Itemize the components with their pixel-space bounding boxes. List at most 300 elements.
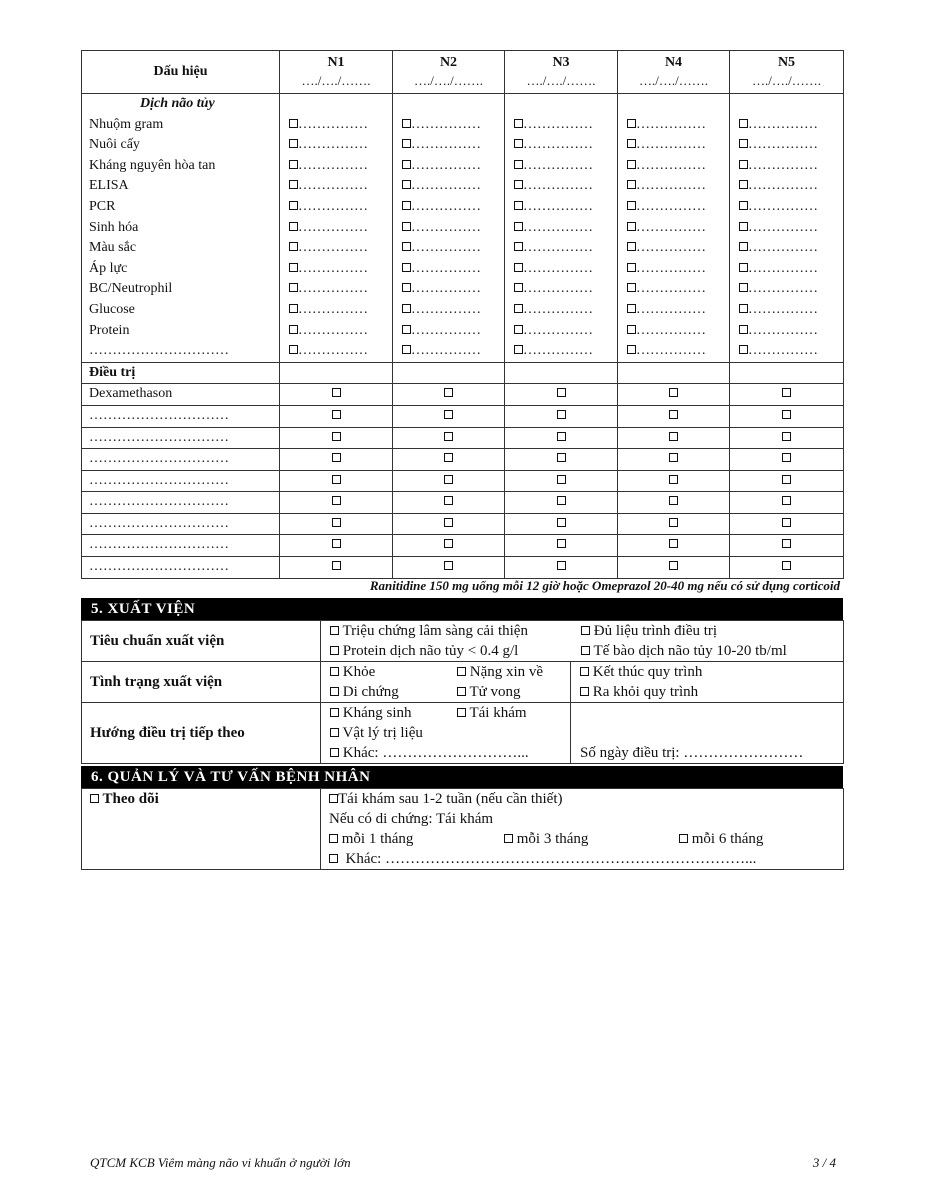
status-option[interactable]: Khỏe <box>330 662 457 682</box>
checkbox-icon[interactable] <box>627 201 636 210</box>
checkbox-icon[interactable] <box>402 345 411 354</box>
result-blank[interactable]: …………… <box>636 240 706 256</box>
checkbox-icon[interactable] <box>457 708 466 717</box>
checkbox-icon[interactable] <box>329 834 338 843</box>
checkbox-icon[interactable] <box>402 263 411 272</box>
result-cell[interactable] <box>618 341 730 362</box>
checkbox-icon[interactable] <box>289 325 298 334</box>
treatment-cell[interactable] <box>393 492 505 514</box>
result-blank[interactable]: …………… <box>298 343 368 359</box>
checkbox-icon[interactable] <box>332 453 341 462</box>
checkbox-icon[interactable] <box>514 180 523 189</box>
result-cell[interactable] <box>618 238 730 259</box>
checkbox-icon[interactable] <box>514 304 523 313</box>
checkbox-icon[interactable] <box>330 626 339 635</box>
checkbox-icon[interactable] <box>669 410 678 419</box>
result-cell[interactable] <box>280 259 393 280</box>
treatment-cell[interactable] <box>393 513 505 535</box>
result-cell[interactable] <box>618 156 730 177</box>
treatment-row-label[interactable]: ………………………… <box>82 557 280 579</box>
result-cell[interactable] <box>280 238 393 259</box>
criteria-option[interactable]: Protein dịch não tủy < 0.4 g/l <box>330 641 581 661</box>
checkbox-icon[interactable] <box>402 160 411 169</box>
result-blank[interactable]: …………… <box>298 219 368 235</box>
result-cell[interactable] <box>505 341 618 362</box>
checkbox-icon[interactable] <box>557 410 566 419</box>
checkbox-icon[interactable] <box>402 180 411 189</box>
treatment-cell[interactable] <box>393 405 505 427</box>
checkbox-icon[interactable] <box>627 345 636 354</box>
checkbox-icon[interactable] <box>669 518 678 527</box>
result-cell[interactable] <box>505 218 618 239</box>
checkbox-icon[interactable] <box>444 453 453 462</box>
checkbox-icon[interactable] <box>289 242 298 251</box>
result-blank[interactable]: …………… <box>748 219 818 235</box>
treatment-cell[interactable] <box>505 470 618 492</box>
result-cell[interactable] <box>730 341 844 362</box>
checkbox-icon[interactable] <box>514 119 523 128</box>
result-cell[interactable] <box>280 321 393 342</box>
treatment-row-label[interactable]: ………………………… <box>82 449 280 471</box>
status-option[interactable]: Ra khỏi quy trình <box>580 682 843 702</box>
result-cell[interactable] <box>393 279 505 300</box>
result-cell[interactable] <box>280 156 393 177</box>
result-blank[interactable]: …………… <box>523 157 593 173</box>
checkbox-icon[interactable] <box>514 325 523 334</box>
checkbox-icon[interactable] <box>444 561 453 570</box>
checkbox-icon[interactable] <box>402 283 411 292</box>
result-cell[interactable] <box>393 115 505 136</box>
checkbox-icon[interactable] <box>457 667 466 676</box>
treatment-cell[interactable] <box>618 384 730 406</box>
result-cell[interactable] <box>280 279 393 300</box>
result-cell[interactable] <box>730 279 844 300</box>
checkbox-icon[interactable] <box>557 496 566 505</box>
checkbox-icon[interactable] <box>669 388 678 397</box>
result-cell[interactable] <box>505 238 618 259</box>
result-blank[interactable]: …………… <box>411 198 481 214</box>
result-blank[interactable]: …………… <box>636 198 706 214</box>
checkbox-icon[interactable] <box>627 180 636 189</box>
result-cell[interactable] <box>618 218 730 239</box>
checkbox-icon[interactable] <box>782 496 791 505</box>
checkbox-icon[interactable] <box>514 201 523 210</box>
checkbox-icon[interactable] <box>739 283 748 292</box>
treatment-cell[interactable] <box>505 449 618 471</box>
result-blank[interactable]: …………… <box>298 178 368 194</box>
checkbox-icon[interactable] <box>289 304 298 313</box>
checkbox-icon[interactable] <box>627 263 636 272</box>
result-cell[interactable] <box>505 115 618 136</box>
result-blank[interactable]: …………… <box>411 240 481 256</box>
status-option[interactable]: Di chứng <box>330 682 457 702</box>
checkbox-icon[interactable] <box>402 222 411 231</box>
result-cell[interactable] <box>505 135 618 156</box>
checkbox-icon[interactable] <box>444 475 453 484</box>
next-option[interactable]: Vật lý trị liệu <box>330 723 570 743</box>
result-cell[interactable] <box>505 279 618 300</box>
checkbox-icon[interactable] <box>739 139 748 148</box>
result-cell[interactable] <box>393 300 505 321</box>
treatment-cell[interactable] <box>730 427 844 449</box>
checkbox-icon[interactable] <box>782 539 791 548</box>
treatment-cell[interactable] <box>618 449 730 471</box>
result-cell[interactable] <box>730 115 844 136</box>
checkbox-icon[interactable] <box>627 139 636 148</box>
criteria-option[interactable]: Đủ liệu trình điều trị <box>581 621 717 641</box>
checkbox-icon[interactable] <box>782 453 791 462</box>
checkbox-icon[interactable] <box>782 518 791 527</box>
checkbox-icon[interactable] <box>289 201 298 210</box>
checkbox-icon[interactable] <box>504 834 513 843</box>
result-cell[interactable] <box>280 176 393 197</box>
checkbox-icon[interactable] <box>332 496 341 505</box>
checkbox-icon[interactable] <box>557 432 566 441</box>
treatment-cell[interactable] <box>280 449 393 471</box>
interval-option[interactable]: mỗi 1 tháng <box>329 829 504 849</box>
result-cell[interactable] <box>730 321 844 342</box>
treatment-cell[interactable] <box>618 427 730 449</box>
result-blank[interactable]: …………… <box>748 281 818 297</box>
next-option[interactable]: Khác: ………………………... <box>330 743 570 763</box>
status-option[interactable]: Nặng xin về <box>457 662 543 682</box>
result-blank[interactable]: …………… <box>298 116 368 132</box>
result-blank[interactable]: …………… <box>748 116 818 132</box>
checkbox-icon[interactable] <box>669 453 678 462</box>
treatment-cell[interactable] <box>505 557 618 579</box>
checkbox-icon[interactable] <box>289 180 298 189</box>
checkbox-icon[interactable] <box>402 325 411 334</box>
treatment-cell[interactable] <box>730 384 844 406</box>
checkbox-icon[interactable] <box>402 242 411 251</box>
result-cell[interactable] <box>393 238 505 259</box>
result-blank[interactable]: …………… <box>523 219 593 235</box>
checkbox-icon[interactable] <box>627 325 636 334</box>
checkbox-icon[interactable] <box>627 119 636 128</box>
checkbox-icon[interactable] <box>514 345 523 354</box>
checkbox-icon[interactable] <box>289 345 298 354</box>
result-blank[interactable]: …………… <box>636 137 706 153</box>
result-blank[interactable]: …………… <box>636 343 706 359</box>
treatment-cell[interactable] <box>505 492 618 514</box>
checkbox-icon[interactable] <box>402 304 411 313</box>
checkbox-icon[interactable] <box>332 561 341 570</box>
result-cell[interactable] <box>280 115 393 136</box>
treatment-cell[interactable] <box>730 535 844 557</box>
result-cell[interactable] <box>730 176 844 197</box>
treatment-cell[interactable] <box>618 535 730 557</box>
treatment-cell[interactable] <box>280 470 393 492</box>
treatment-cell[interactable] <box>618 557 730 579</box>
treatment-cell[interactable] <box>618 492 730 514</box>
interval-option[interactable]: mỗi 6 tháng <box>679 829 763 849</box>
checkbox-icon[interactable] <box>627 242 636 251</box>
checkbox-icon[interactable] <box>289 263 298 272</box>
result-cell[interactable] <box>505 300 618 321</box>
checkbox-icon[interactable] <box>90 794 99 803</box>
result-blank[interactable]: …………… <box>411 281 481 297</box>
checkbox-icon[interactable] <box>332 518 341 527</box>
checkbox-icon[interactable] <box>557 539 566 548</box>
treatment-cell[interactable] <box>618 513 730 535</box>
checkbox-icon[interactable] <box>289 222 298 231</box>
result-cell[interactable] <box>393 218 505 239</box>
checkbox-icon[interactable] <box>514 242 523 251</box>
status-option[interactable]: Tử vong <box>457 682 521 702</box>
date-blank[interactable]: …./…./……. <box>639 73 708 88</box>
result-cell[interactable] <box>393 197 505 218</box>
result-blank[interactable]: …………… <box>748 157 818 173</box>
treatment-cell[interactable] <box>280 557 393 579</box>
checkbox-icon[interactable] <box>782 561 791 570</box>
checkbox-icon[interactable] <box>580 687 589 696</box>
checkbox-icon[interactable] <box>444 539 453 548</box>
result-cell[interactable] <box>393 341 505 362</box>
result-blank[interactable]: …………… <box>748 322 818 338</box>
result-blank[interactable]: …………… <box>411 137 481 153</box>
criteria-option[interactable]: Tế bào dịch não tủy 10-20 tb/ml <box>581 641 787 661</box>
checkbox-icon[interactable] <box>402 139 411 148</box>
result-cell[interactable] <box>393 135 505 156</box>
result-blank[interactable]: …………… <box>523 281 593 297</box>
result-cell[interactable] <box>730 156 844 177</box>
checkbox-icon[interactable] <box>289 283 298 292</box>
checkbox-icon[interactable] <box>444 388 453 397</box>
result-blank[interactable]: …………… <box>523 240 593 256</box>
result-blank[interactable]: …………… <box>411 157 481 173</box>
treatment-row-label[interactable]: ………………………… <box>82 470 280 492</box>
date-blank[interactable]: …./…./……. <box>301 73 371 88</box>
treatment-cell[interactable] <box>280 513 393 535</box>
result-cell[interactable] <box>505 156 618 177</box>
result-blank[interactable]: …………… <box>748 137 818 153</box>
treatment-cell[interactable] <box>280 384 393 406</box>
result-blank[interactable]: …………… <box>411 301 481 317</box>
result-cell[interactable] <box>730 238 844 259</box>
checkbox-icon[interactable] <box>332 388 341 397</box>
result-blank[interactable]: …………… <box>411 260 481 276</box>
checkbox-icon[interactable] <box>289 119 298 128</box>
treatment-cell[interactable] <box>730 470 844 492</box>
result-blank[interactable]: …………… <box>523 343 593 359</box>
treatment-cell[interactable] <box>730 405 844 427</box>
result-cell[interactable] <box>505 321 618 342</box>
result-cell[interactable] <box>505 259 618 280</box>
result-blank[interactable]: …………… <box>748 343 818 359</box>
checkbox-icon[interactable] <box>782 410 791 419</box>
checkbox-icon[interactable] <box>580 667 589 676</box>
treatment-cell[interactable] <box>393 449 505 471</box>
checkbox-icon[interactable] <box>739 304 748 313</box>
treatment-cell[interactable] <box>393 384 505 406</box>
result-blank[interactable]: …………… <box>523 260 593 276</box>
checkbox-icon[interactable] <box>332 410 341 419</box>
checkbox-icon[interactable] <box>739 263 748 272</box>
checkbox-icon[interactable] <box>332 475 341 484</box>
result-blank[interactable]: …………… <box>636 116 706 132</box>
checkbox-icon[interactable] <box>739 119 748 128</box>
treatment-cell[interactable] <box>730 492 844 514</box>
checkbox-icon[interactable] <box>557 453 566 462</box>
checkbox-icon[interactable] <box>289 160 298 169</box>
checkbox-icon[interactable] <box>329 854 338 863</box>
follow-option[interactable] <box>82 789 321 870</box>
treatment-row-label[interactable]: ………………………… <box>82 405 280 427</box>
result-blank[interactable]: …………… <box>636 157 706 173</box>
checkbox-icon[interactable] <box>739 242 748 251</box>
result-cell[interactable] <box>505 176 618 197</box>
checkbox-icon[interactable] <box>289 139 298 148</box>
result-cell[interactable] <box>730 259 844 280</box>
treatment-cell[interactable] <box>280 427 393 449</box>
treatment-cell[interactable] <box>618 470 730 492</box>
result-cell[interactable] <box>730 218 844 239</box>
result-blank[interactable]: …………… <box>748 240 818 256</box>
date-blank[interactable]: …./…./……. <box>752 73 821 88</box>
checkbox-icon[interactable] <box>679 834 688 843</box>
checkbox-icon[interactable] <box>581 646 590 655</box>
result-blank[interactable]: …………… <box>636 178 706 194</box>
result-blank[interactable]: …………… <box>523 322 593 338</box>
checkbox-icon[interactable] <box>444 518 453 527</box>
checkbox-icon[interactable] <box>669 475 678 484</box>
checkbox-icon[interactable] <box>329 794 338 803</box>
treatment-row-label[interactable]: ………………………… <box>82 535 280 557</box>
result-blank[interactable]: …………… <box>748 198 818 214</box>
result-blank[interactable]: …………… <box>411 116 481 132</box>
checkbox-icon[interactable] <box>669 432 678 441</box>
checkbox-icon[interactable] <box>739 160 748 169</box>
result-cell[interactable] <box>393 259 505 280</box>
treatment-cell[interactable] <box>280 405 393 427</box>
result-cell[interactable] <box>280 218 393 239</box>
treatment-cell[interactable] <box>505 427 618 449</box>
treatment-cell[interactable] <box>393 427 505 449</box>
treatment-cell[interactable] <box>393 470 505 492</box>
result-blank[interactable]: …………… <box>523 116 593 132</box>
result-blank[interactable]: …………… <box>523 198 593 214</box>
result-blank[interactable]: …………… <box>298 198 368 214</box>
checkbox-icon[interactable] <box>514 263 523 272</box>
checkbox-icon[interactable] <box>739 201 748 210</box>
result-blank[interactable]: …………… <box>523 137 593 153</box>
result-blank[interactable]: …………… <box>636 281 706 297</box>
treatment-cell[interactable] <box>280 492 393 514</box>
checkbox-icon[interactable] <box>402 201 411 210</box>
checkbox-icon[interactable] <box>581 626 590 635</box>
other-option[interactable]: Khác: ………………………………………………………………... <box>329 849 843 869</box>
date-blank[interactable]: …./…./……. <box>414 73 483 88</box>
result-blank[interactable]: …………… <box>748 260 818 276</box>
result-blank[interactable]: …………… <box>298 301 368 317</box>
result-blank[interactable]: …………… <box>523 178 593 194</box>
checkbox-icon[interactable] <box>627 304 636 313</box>
result-blank[interactable]: …………… <box>298 240 368 256</box>
checkbox-icon[interactable] <box>330 708 339 717</box>
checkbox-icon[interactable] <box>782 432 791 441</box>
result-blank[interactable]: …………… <box>298 137 368 153</box>
checkbox-icon[interactable] <box>627 283 636 292</box>
result-cell[interactable] <box>618 135 730 156</box>
checkbox-icon[interactable] <box>514 139 523 148</box>
result-blank[interactable]: …………… <box>298 260 368 276</box>
treatment-cell[interactable] <box>730 557 844 579</box>
result-cell[interactable] <box>505 197 618 218</box>
revisit-option[interactable]: Tái khám sau 1-2 tuần (nếu cần thiết) <box>329 789 843 809</box>
result-cell[interactable] <box>393 321 505 342</box>
checkbox-icon[interactable] <box>739 345 748 354</box>
result-blank[interactable]: …………… <box>411 178 481 194</box>
result-cell[interactable] <box>618 300 730 321</box>
result-cell[interactable] <box>393 176 505 197</box>
treatment-days[interactable]: Số ngày điều trị: …………………… <box>571 703 844 764</box>
result-blank[interactable]: …………… <box>748 178 818 194</box>
result-cell[interactable] <box>280 341 393 362</box>
checkbox-icon[interactable] <box>330 646 339 655</box>
checkbox-icon[interactable] <box>330 748 339 757</box>
result-cell[interactable] <box>618 115 730 136</box>
result-blank[interactable]: …………… <box>298 322 368 338</box>
result-blank[interactable]: …………… <box>411 322 481 338</box>
checkbox-icon[interactable] <box>444 432 453 441</box>
treatment-cell[interactable] <box>505 384 618 406</box>
result-cell[interactable] <box>280 300 393 321</box>
treatment-cell[interactable] <box>505 535 618 557</box>
checkbox-icon[interactable] <box>782 475 791 484</box>
result-cell[interactable] <box>618 197 730 218</box>
treatment-row-label[interactable]: ………………………… <box>82 492 280 514</box>
checkbox-icon[interactable] <box>444 496 453 505</box>
result-cell[interactable] <box>280 135 393 156</box>
result-blank[interactable]: …………… <box>636 301 706 317</box>
result-cell[interactable] <box>618 279 730 300</box>
result-cell[interactable] <box>618 176 730 197</box>
date-blank[interactable]: …./…./……. <box>526 73 596 88</box>
checkbox-icon[interactable] <box>627 222 636 231</box>
result-cell[interactable] <box>618 321 730 342</box>
checkbox-icon[interactable] <box>557 388 566 397</box>
checkbox-icon[interactable] <box>557 561 566 570</box>
checkbox-icon[interactable] <box>669 539 678 548</box>
result-cell[interactable] <box>393 156 505 177</box>
checkbox-icon[interactable] <box>332 432 341 441</box>
checkbox-icon[interactable] <box>627 160 636 169</box>
treatment-cell[interactable] <box>730 513 844 535</box>
checkbox-icon[interactable] <box>514 160 523 169</box>
checkbox-icon[interactable] <box>669 561 678 570</box>
checkbox-icon[interactable] <box>330 667 339 676</box>
checkbox-icon[interactable] <box>514 222 523 231</box>
result-blank[interactable]: …………… <box>298 157 368 173</box>
treatment-row-label[interactable]: ………………………… <box>82 427 280 449</box>
treatment-cell[interactable] <box>393 557 505 579</box>
checkbox-icon[interactable] <box>739 180 748 189</box>
next-option[interactable]: Tái khám <box>457 703 527 723</box>
criteria-option[interactable]: Triệu chứng lâm sàng cải thiện <box>330 621 581 641</box>
result-cell[interactable] <box>730 300 844 321</box>
checkbox-icon[interactable] <box>457 687 466 696</box>
checkbox-icon[interactable] <box>739 325 748 334</box>
checkbox-icon[interactable] <box>332 539 341 548</box>
result-cell[interactable] <box>280 197 393 218</box>
checkbox-icon[interactable] <box>557 518 566 527</box>
result-blank[interactable]: …………… <box>411 343 481 359</box>
result-cell[interactable] <box>730 197 844 218</box>
checkbox-icon[interactable] <box>514 283 523 292</box>
checkbox-icon[interactable] <box>669 496 678 505</box>
result-cell[interactable] <box>730 135 844 156</box>
result-blank[interactable]: …………… <box>411 219 481 235</box>
